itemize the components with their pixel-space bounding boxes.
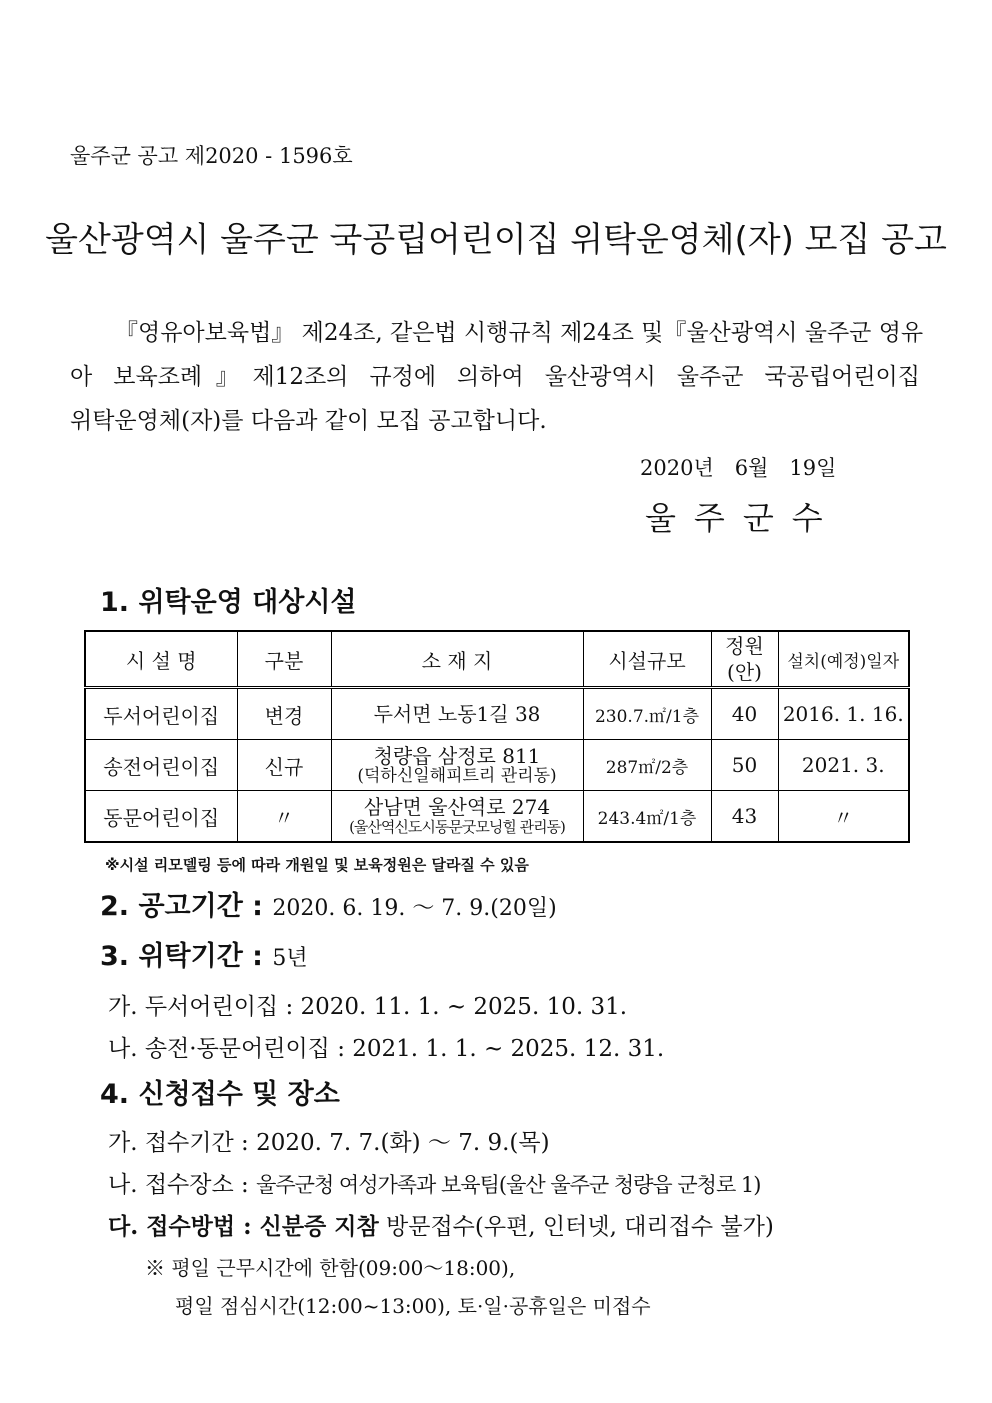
- section4-item-label: 다. 접수방법 : 신분증 지참: [108, 1213, 379, 1240]
- column-header-name: 시 설 명: [85, 631, 237, 688]
- section4-item-label: 나. 접수장소 :: [108, 1172, 249, 1198]
- intro-line-1: 『영유아보육법』 제24조, 같은법 시행규칙 제24조 및『울산광역시 울주군 영유: [115, 320, 924, 346]
- reception-note-line-1: ※ 평일 근무시간에 한함(09:00～18:00),: [145, 1256, 516, 1280]
- facility-address-note: (덕하신일해피트리 관리동): [357, 766, 557, 786]
- section3-heading-label: 3. 위탁기간 :: [100, 941, 263, 972]
- section4-item: [108, 1166, 760, 1199]
- section1-heading: 1. 위탁운영 대상시설: [100, 587, 357, 618]
- section4-item-label: 가. 접수기간 :: [108, 1130, 249, 1156]
- facility-install-date: 2021. 3.: [778, 740, 909, 791]
- facility-address-main: 두서면 노동1길 38: [373, 702, 541, 726]
- section3-value: 5년: [272, 946, 308, 971]
- facility-address-main: 청량읍 삼정로 811: [373, 744, 541, 768]
- facility-capacity: 50: [711, 740, 778, 791]
- reception-note-line-2: 평일 점심시간(12:00~13:00), 토·일·공휴일은 미접수: [175, 1294, 651, 1318]
- section4-item-value: 2020. 7. 7.(화) ～ 7. 9.(목): [256, 1130, 550, 1156]
- facility-name: 송전어린이집: [85, 740, 237, 791]
- capacity-header-text: 정원(안): [725, 634, 764, 684]
- column-header-address: 소 재 지: [331, 631, 583, 688]
- facility-capacity: 43: [711, 791, 778, 843]
- section2-heading: [100, 884, 557, 923]
- section2-heading-label: 2. 공고기간 :: [100, 891, 263, 922]
- facility-type: 〃: [237, 791, 331, 843]
- notice-date: 2020년 6월 19일: [640, 456, 837, 480]
- facility-address-note: (울산역신도시동문굿모닝힐 관리동): [349, 818, 565, 836]
- table-row: [85, 688, 909, 740]
- column-header-size: 시설규모: [583, 631, 711, 688]
- facility-size: 287㎡/2층: [583, 740, 711, 791]
- section4-item-value: 울주군청 여성가족과 보육팀(울산 울주군 청량읍 군청로 1): [256, 1173, 761, 1197]
- facility-name: 두서어린이집: [85, 688, 237, 740]
- facility-type: 변경: [237, 688, 331, 740]
- section3-heading: [100, 934, 308, 973]
- section3-item-label: 가. 두서어린이집: [108, 994, 279, 1020]
- issuer-name: 울주군수: [645, 499, 841, 537]
- table-row: [85, 791, 909, 843]
- intro-line-3: 위탁운영체(자)를 다음과 같이 모집 공고합니다.: [70, 408, 547, 434]
- section4-heading: 4. 신청접수 및 장소: [100, 1079, 340, 1110]
- column-header-install-date: 설치(예정)일자: [778, 631, 909, 688]
- section2-value: 2020. 6. 19. ～ 7. 9.(20일): [272, 896, 557, 921]
- intro-line-2: 아 보육조례』제12조의 규정에 의하여 울산광역시 울주군 국공립어린이집: [70, 364, 920, 390]
- table-header-row: [85, 631, 909, 688]
- facility-address: [331, 740, 583, 791]
- section3-item: [108, 1030, 664, 1063]
- table-row: [85, 740, 909, 791]
- facility-table: [84, 630, 910, 843]
- section3-item: [108, 988, 627, 1021]
- facility-capacity: 40: [711, 688, 778, 740]
- facility-address: [331, 791, 583, 843]
- facility-address: [331, 688, 583, 740]
- section4-item: [108, 1208, 774, 1241]
- facility-type: 신규: [237, 740, 331, 791]
- facility-install-date: 〃: [778, 791, 909, 843]
- column-header-type: 구분: [237, 631, 331, 688]
- table-footnote: ※시설 리모델링 등에 따라 개원일 및 보육정원은 달라질 수 있음: [105, 856, 529, 874]
- section3-item-value: : 2020. 11. 1. ~ 2025. 10. 31.: [285, 994, 628, 1020]
- facility-install-date: 2016. 1. 16.: [778, 688, 909, 740]
- section4-item: [108, 1124, 550, 1157]
- notice-number: 울주군 공고 제2020 - 1596호: [70, 144, 353, 168]
- facility-name: 동문어린이집: [85, 791, 237, 843]
- section3-item-label: 나. 송전·동문어린이집: [108, 1036, 330, 1062]
- page-title: 울산광역시 울주군 국공립어린이집 위탁운영체(자) 모집 공고: [45, 220, 947, 260]
- section3-item-value: : 2021. 1. 1. ~ 2025. 12. 31.: [337, 1036, 665, 1062]
- facility-size: 243.4㎡/1층: [583, 791, 711, 843]
- column-header-capacity: [711, 631, 778, 688]
- facility-size: 230.7.㎡/1층: [583, 688, 711, 740]
- facility-address-main: 삼남면 울산역로 274: [363, 795, 551, 819]
- section4-item-value: 방문접수(우편, 인터넷, 대리접수 불가): [386, 1214, 774, 1240]
